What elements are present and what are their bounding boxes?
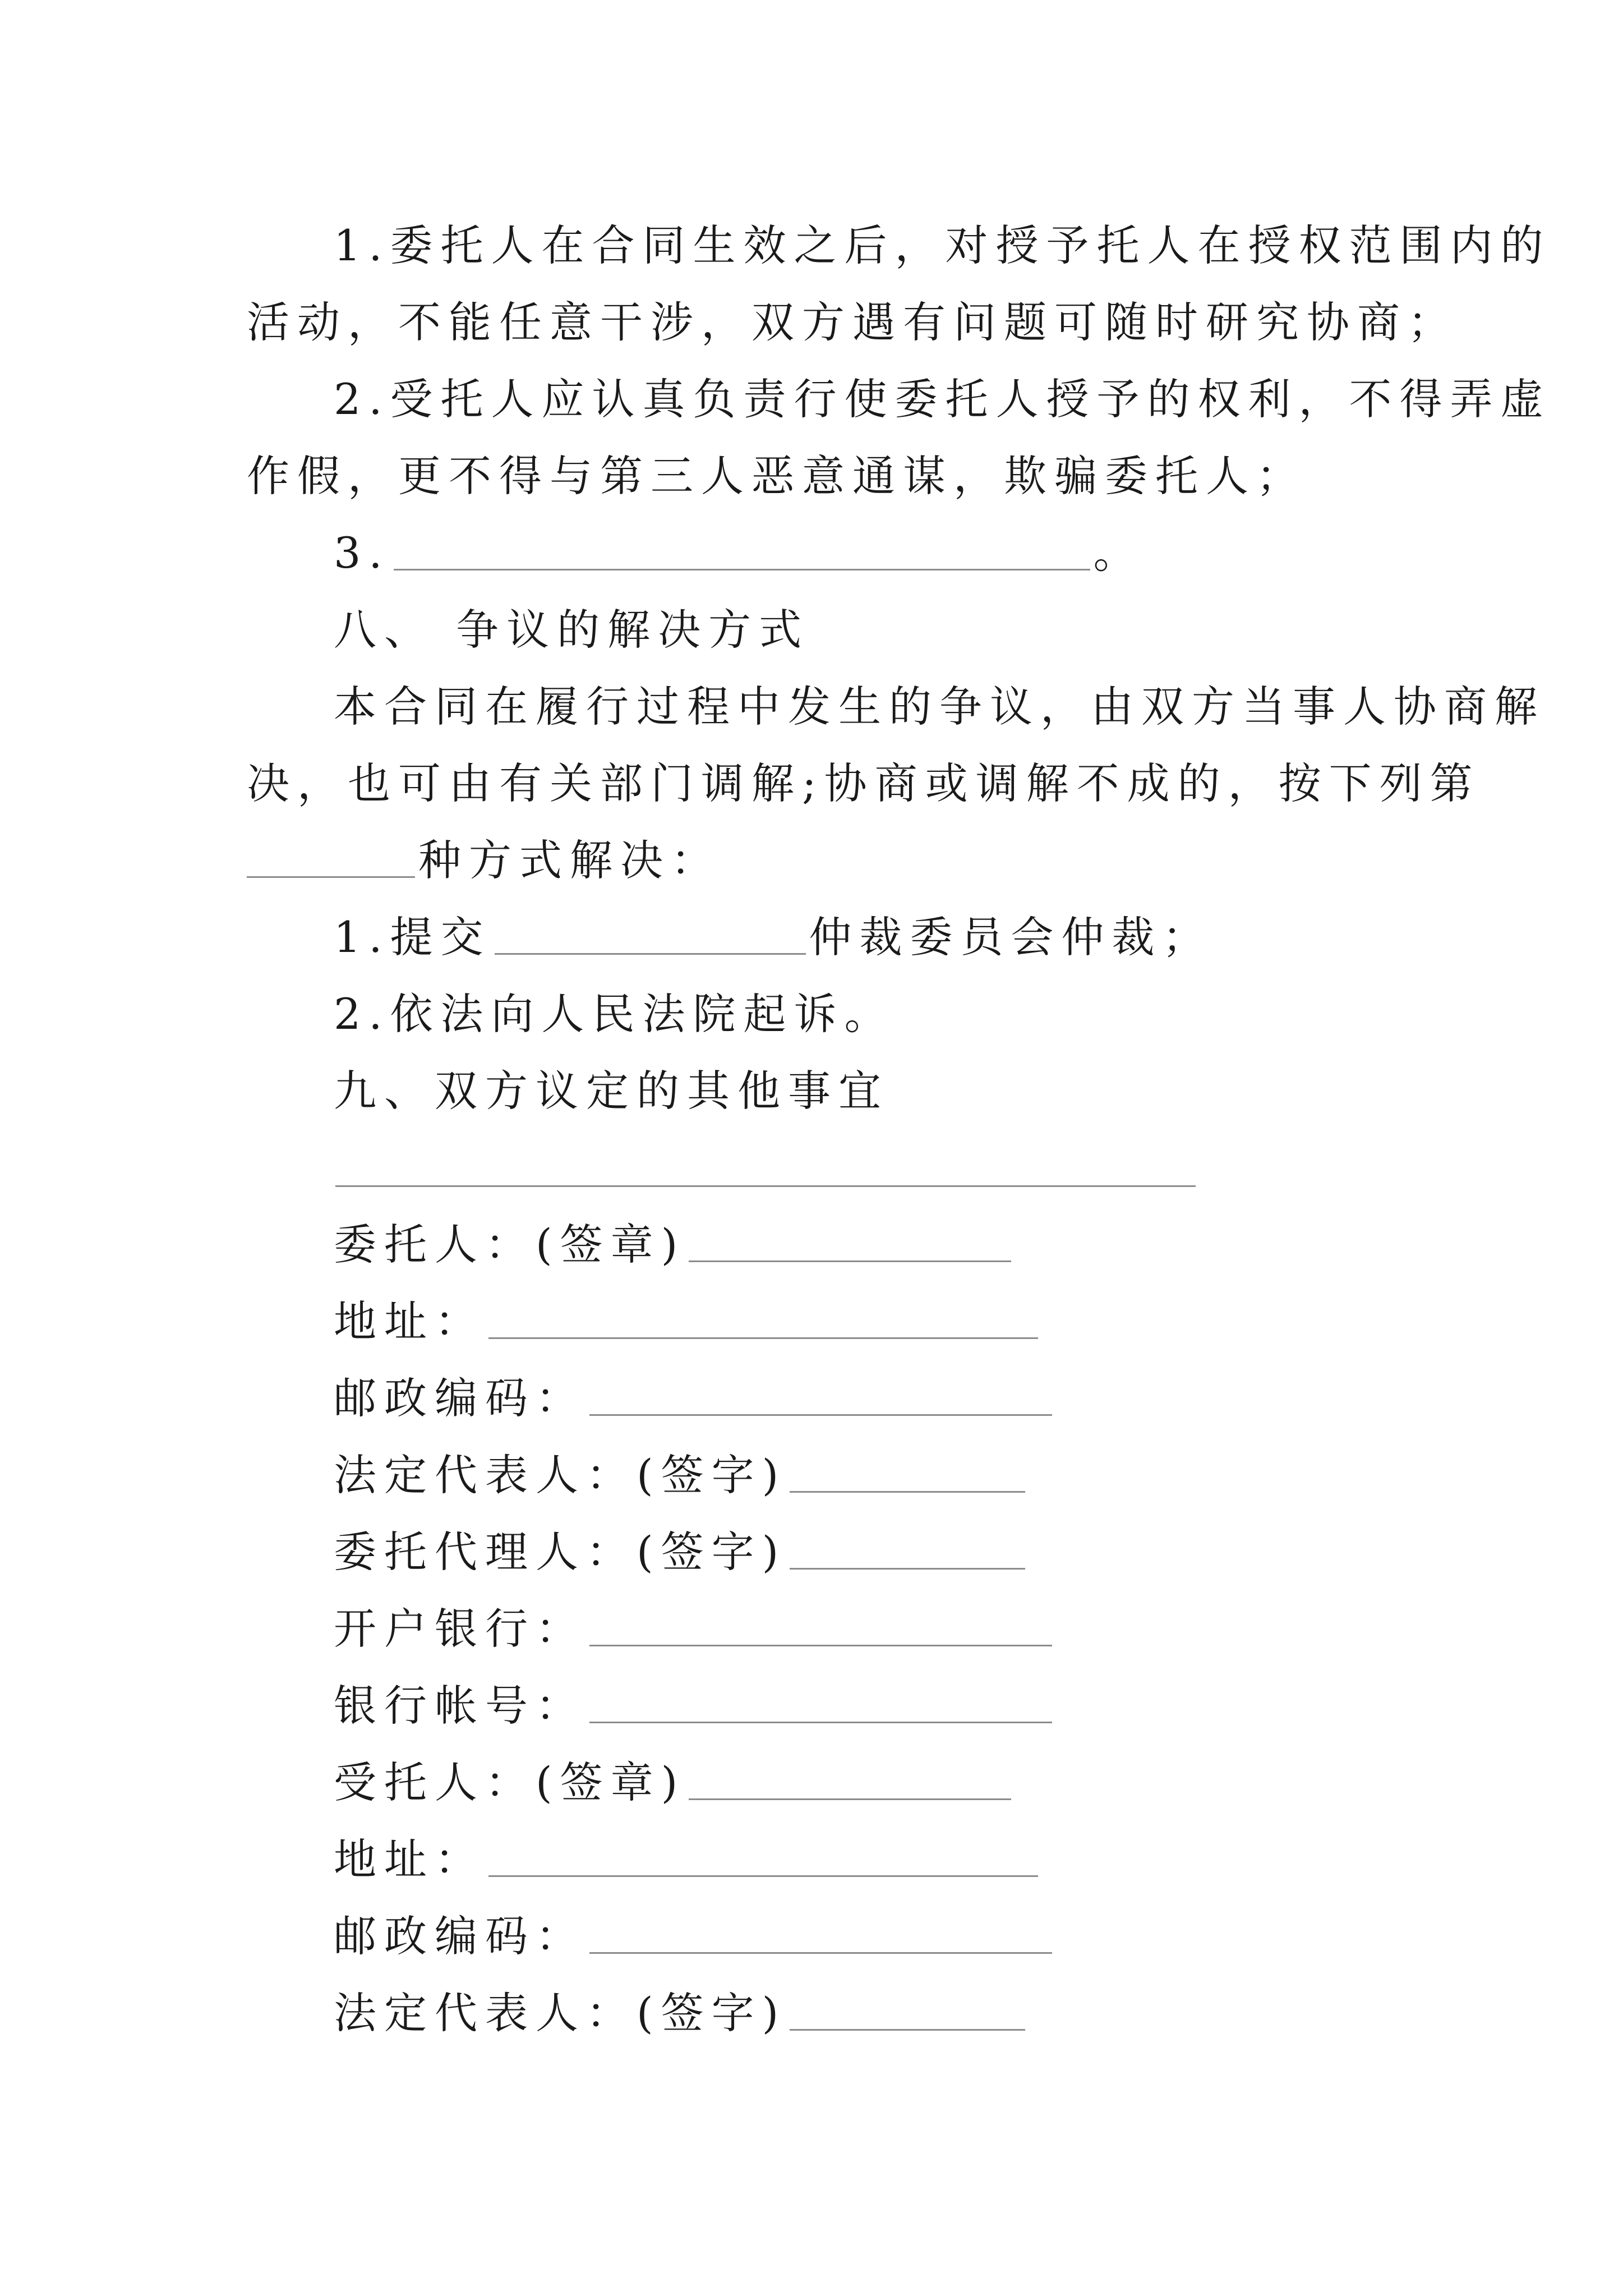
section-8-heading: 八、 争议的解决方式 [334, 605, 810, 655]
sig-postcode-2 [334, 1908, 1055, 1964]
section-8-para-line-3 [247, 832, 721, 889]
sig-address-1-blank[interactable] [488, 1294, 1038, 1339]
sig-trustee-blank[interactable] [689, 1755, 1011, 1800]
sig-bank-label: 开户银行： [334, 1604, 586, 1654]
sig-agent-blank[interactable] [790, 1524, 1025, 1570]
sig-postcode-1-blank[interactable] [589, 1370, 1052, 1416]
clause-1-line-2: 活动，不能任意干涉，双方遇有问题可随时研究协商； [247, 297, 1458, 347]
sig-address-2 [334, 1832, 1041, 1888]
sig-legal-rep-2-blank[interactable] [790, 1985, 1025, 2031]
sig-agent-label: 委托代理人：(签字) [334, 1527, 787, 1577]
sig-account-blank[interactable] [589, 1678, 1052, 1723]
sig-client [334, 1217, 1015, 1273]
sig-client-blank[interactable] [689, 1217, 1011, 1262]
sig-agent [334, 1524, 1029, 1580]
option-1-prefix: 1.提交 [334, 912, 491, 962]
sig-account-label: 银行帐号： [334, 1681, 586, 1731]
clause-2-line-1: 2.受托人应认真负责行使委托人授予的权利，不得弄虚 [334, 374, 1551, 424]
method-number-blank[interactable] [247, 832, 415, 878]
sig-legal-rep-1-blank[interactable] [790, 1447, 1025, 1493]
option-1-suffix: 仲裁委员会仲裁； [809, 912, 1213, 962]
sig-address-2-blank[interactable] [488, 1832, 1038, 1877]
clause-3 [334, 525, 1144, 581]
clause-3-end: 。 [1093, 528, 1144, 578]
section-9-heading: 九、双方议定的其他事宜 [334, 1066, 889, 1116]
section-8-para-line-2: 决，也可由有关部门调解;协商或调解不成的，按下列第 [247, 758, 1481, 808]
sig-legal-rep-1-label: 法定代表人：(签字) [334, 1450, 787, 1500]
clause-1-line-1: 1.委托人在合同生效之后，对授予托人在授权范围内的 [334, 220, 1551, 270]
sig-legal-rep-2 [334, 1985, 1029, 2041]
sig-postcode-2-blank[interactable] [589, 1908, 1052, 1954]
section-8-para-line-3-text: 种方式解决： [418, 835, 721, 885]
sig-postcode-1-label: 邮政编码： [334, 1373, 586, 1423]
sig-bank [334, 1601, 1055, 1657]
sig-account [334, 1678, 1055, 1734]
option-2: 2.依法向人民法院起诉。 [334, 989, 895, 1039]
sig-address-1-label: 地址： [334, 1296, 485, 1346]
sig-trustee [334, 1755, 1015, 1811]
sig-postcode-1 [334, 1370, 1055, 1427]
sig-trustee-label: 受托人：(签章) [334, 1757, 686, 1807]
sig-legal-rep-2-label: 法定代表人：(签字) [334, 1988, 787, 2038]
section-8-para-line-1: 本合同在履行过程中发生的争议，由双方当事人协商解 [334, 682, 1545, 731]
sig-legal-rep-1 [334, 1447, 1029, 1503]
sig-bank-blank[interactable] [589, 1601, 1052, 1646]
clause-3-blank[interactable] [394, 525, 1090, 570]
sig-address-1 [334, 1294, 1041, 1350]
arbitration-commission-blank[interactable] [495, 909, 806, 955]
sig-address-2-label: 地址： [334, 1834, 485, 1884]
clause-3-number: 3. [334, 528, 390, 578]
sig-client-label: 委托人：(签章) [334, 1220, 686, 1269]
option-1 [334, 909, 1213, 965]
clause-2-line-2: 作假，更不得与第三人恶意通谋，欺骗委托人； [247, 451, 1307, 501]
sig-postcode-2-label: 邮政编码： [334, 1911, 586, 1961]
other-matters-blank[interactable] [335, 1185, 1196, 1187]
